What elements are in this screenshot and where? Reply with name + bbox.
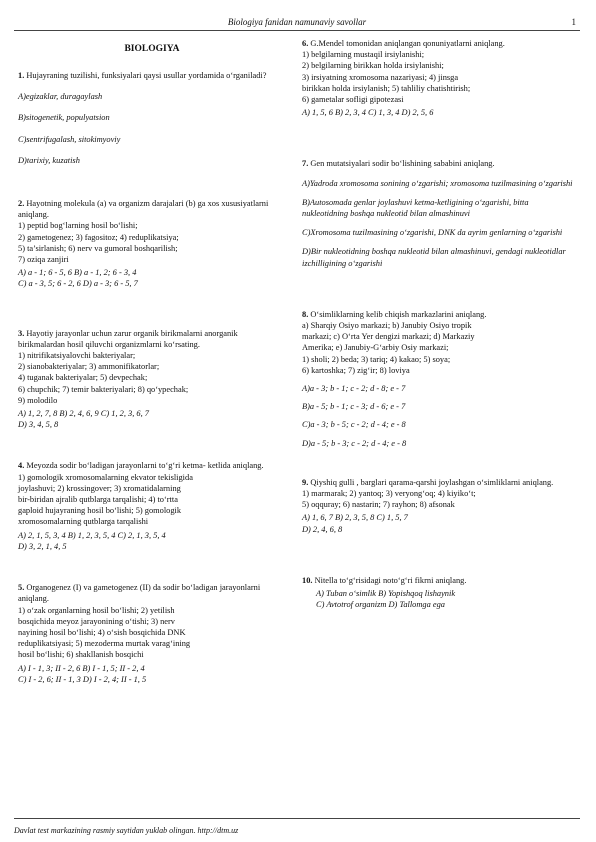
question-line: 9) molodilo [18, 395, 58, 405]
option[interactable]: D)Bir nukleotidning boshqa nukleotid bilan almashinuvi, gendagi nukleotidlar izchilligining o‘zgarishi [302, 247, 566, 268]
question-1 [18, 70, 286, 166]
question-text: Hujayraning tuzilishi, funksiyalari qaysi usullar yordamida o‘rganiladi? [26, 71, 267, 80]
question-9 [302, 477, 574, 535]
option[interactable]: A) 1, 5, 6 B) 2, 3, 4 C) 1, 3, 4 D) 2, 5, 6 [302, 108, 434, 118]
question-line: 4) tuganak bakteriyalar; 5) devpechak; [18, 373, 148, 383]
question-6 [302, 38, 574, 118]
option[interactable]: B)Autosomada genlar joylashuvi ketma-ketligining o‘zgarishi, bitta nukleotidning boshqa nukleotid bilan almashinuvi [302, 197, 529, 219]
question-line: 5) oqquray; 6) nastarin; 7) rayhon; 8) afsonak [302, 500, 455, 510]
option[interactable]: A) 1, 2, 7, 8 B) 2, 4, 6, 9 C) 1, 2, 3, 6, 7 [18, 409, 149, 419]
question-number: 7. [302, 159, 309, 169]
question-line: xromosomalarning qutblarga tarqalishi [18, 517, 149, 527]
question-4 [18, 460, 286, 552]
option[interactable]: B)a - 5; b - 1; c - 3; d - 6; e - 7 [302, 402, 406, 412]
question-line: nayining hosil bo‘lishi; 4) o‘sish bosqichida DNK [18, 627, 186, 637]
question-number: 3. [18, 328, 25, 338]
question-line: gaploid hujayraning hosil bo‘lishi; 5) gomologik [18, 506, 182, 516]
question-line: 1) o‘zak organlarning hosil bo‘lishi; 2) yetilish [18, 605, 175, 615]
question-line: markazi; c) O‘rta Yer dengizi markazi; d) Markaziy [302, 332, 475, 342]
question-line: 1) nitrifikatsiyalovchi bakteriyalar; [18, 351, 136, 361]
question-text: Gen mutatsiyalari sodir bo‘lishining sababini aniqlang. [310, 159, 495, 169]
option[interactable]: A) 2, 1, 5, 3, 4 B) 1, 2, 3, 5, 4 C) 2, 1, 3, 5, 4 [18, 530, 166, 540]
question-line: 2) gametogenez; 3) fagositoz; 4) reduplikatsiya; [18, 232, 179, 242]
question-line: Amerika; e) Janubiy-G‘arbiy Osiy markazi; [302, 343, 449, 353]
question-line: 1) peptid bog‘larning hosil bo‘lishi; [18, 221, 138, 231]
subject-title: BIOLOGIYA [124, 44, 180, 54]
question-line: bir-biridan ajralib qutblarga tarqalishi; 4) to‘rtta [18, 495, 178, 505]
question-3 [18, 328, 286, 431]
question-line: 1) gomologik xromosomalarning ekvator tekisligida [18, 472, 193, 482]
question-line: 5) ta’sirlanish; 6) nerv va gumoral boshqarilish; [18, 243, 178, 253]
question-text: Organogenez (I) va gametogenez (II) da sodir bo‘ladigan jarayonlarni aniqlang. [18, 583, 261, 604]
header-title: Biologiya fanidan namunaviy savollar [227, 17, 367, 27]
option[interactable]: A)a - 3; b - 1; c - 2; d - 8; e - 7 [302, 384, 406, 394]
question-line: 6) gametalar sofligi gipotezasi [302, 95, 404, 105]
option[interactable]: A) 1, 6, 7 B) 2, 3, 5, 8 C) 1, 5, 7 [302, 513, 408, 523]
question-5 [18, 582, 286, 685]
option[interactable]: C) Avtotrof organizm D) Tallomga ega [316, 600, 445, 610]
option[interactable]: C)sentrifugalash, sitokimyoviy [18, 134, 121, 144]
question-text: G.Mendel tomonidan aniqlangan qonuniyatlarni aniqlang. [310, 39, 505, 48]
question-number: 2. [18, 199, 25, 209]
option[interactable]: D) 3, 2, 1, 4, 5 [18, 541, 67, 551]
question-line: 1) sholi; 2) beda; 3) tariq; 4) kakao; 5) soya; [302, 354, 451, 364]
option[interactable]: C)a - 3; b - 5; c - 2; d - 4; e - 8 [302, 420, 406, 430]
question-text: O‘simliklarning kelib chiqish markazlarini aniqlang. [310, 309, 487, 319]
option[interactable]: A) a - 1; 6 - 5, 6 B) a - 1, 2; 6 - 3, 4 [18, 268, 137, 278]
question-10 [302, 575, 574, 611]
question-line: 2) sianobakteriyalar; 3) ammonifikatorlar; [18, 362, 160, 372]
question-number: 5. [18, 583, 25, 593]
question-line: hosil bo‘lishi; 6) shakllanish bosqichi [18, 650, 144, 660]
question-text: Qiyshiq gulli , barglari qarama-qarshi joylashgan o‘simliklarni aniqlang. [310, 477, 554, 487]
question-line: 3) irsiyatning xromosoma nazariyasi; 4) jinsga [302, 72, 459, 82]
question-7 [302, 158, 574, 268]
question-line: birikkan holda irsiylanish; 5) tahliliy chatishtirish; [302, 83, 471, 93]
question-line: joylashuvi; 2) krossingover; 3) xromatidalarning [18, 483, 181, 493]
question-text: Hayotiy jarayonlar uchun zarur organik birikmalarni anorganik birikmalardan hosil qiluvchi organizmlarni ko‘rsating. [18, 328, 238, 349]
question-number: 1. [18, 71, 25, 80]
question-line: reduplikatsiyasi; 5) mezoderma murtak varag‘ining [18, 639, 191, 649]
question-line: 1) belgilarning mustaqil irsiylanishi; [302, 50, 425, 60]
question-text: Meyozda sodir bo‘ladigan jarayonlarni to‘g‘ri ketma- ketlida aniqlang. [26, 461, 264, 471]
question-number: 9. [302, 477, 309, 487]
option[interactable]: B)sitogenetik, populyatsion [18, 113, 110, 123]
option[interactable]: C) a - 3, 5; 6 - 2, 6 D) a - 3; 6 - 5, 7 [18, 279, 138, 289]
page-header [14, 18, 580, 31]
question-line: a) Sharqiy Osiyo markazi; b) Janubiy Osiyo tropik [302, 321, 472, 331]
question-line: 6) chupchik; 7) temir bakteriyalari; 8) qo‘ypechak; [18, 384, 189, 394]
option[interactable]: A) I - 1, 3; II - 2, 6 B) I - 1, 5; II - 2, 4 [18, 663, 145, 673]
question-number: 6. [302, 39, 309, 48]
question-text: Nitella to‘g‘risidagi noto‘g‘ri fikrni aniqlang. [314, 575, 467, 585]
question-line: 7) oziqa zanjiri [18, 255, 69, 265]
question-number: 8. [302, 309, 309, 319]
question-text: Hayotning molekula (a) va organizm darajalari (b) ga xos xususiyatlarni aniqlang. [18, 199, 269, 220]
left-column [18, 38, 286, 685]
option[interactable]: D)a - 5; b - 3; c - 2; d - 4; e - 8 [302, 438, 407, 448]
question-line: 2) belgilarning birikkan holda irsiylanishi; [302, 61, 444, 71]
option[interactable]: C)Xromosoma tuzilmasining o‘zgarishi, DNK da ayrim genlarning o‘zgarishi [302, 228, 563, 238]
page-number: 1 [571, 17, 576, 27]
question-line: 1) marmarak; 2) yantoq; 3) veryong‘oq; 4) kiyiko‘t; [302, 489, 476, 499]
option[interactable]: C) I - 2, 6; II - 1, 3 D) I - 2, 4; II - 1, 5 [18, 674, 147, 684]
option[interactable]: D) 2, 4, 6, 8 [302, 524, 343, 534]
option[interactable]: A) Tuban o‘simlik B) Yopishqoq lishaynik [316, 589, 456, 599]
question-line: 6) kartoshka; 7) zig‘ir; 8) loviya [302, 365, 410, 375]
footer-divider [14, 818, 580, 819]
question-number: 10. [302, 575, 313, 585]
question-2 [18, 198, 286, 290]
option[interactable]: D) 3, 4, 5, 8 [18, 420, 59, 430]
option[interactable]: A)Yadroda xromosoma sonining o‘zgarishi; xromosoma tuzilmasining o‘zgarishi [302, 178, 573, 188]
question-8 [302, 309, 574, 449]
option[interactable]: A)egizaklar, duragaylash [18, 92, 103, 102]
question-number: 4. [18, 461, 25, 471]
footer-note: Davlat test markazining rasmiy saytidan yuklab olingan. http://dtm.uz [14, 826, 239, 835]
question-line: bosqichida meyoz jarayonining o‘tishi; 3) nerv [18, 616, 175, 626]
right-column [302, 38, 574, 611]
option[interactable]: D)tarixiy, kuzatish [18, 155, 80, 165]
